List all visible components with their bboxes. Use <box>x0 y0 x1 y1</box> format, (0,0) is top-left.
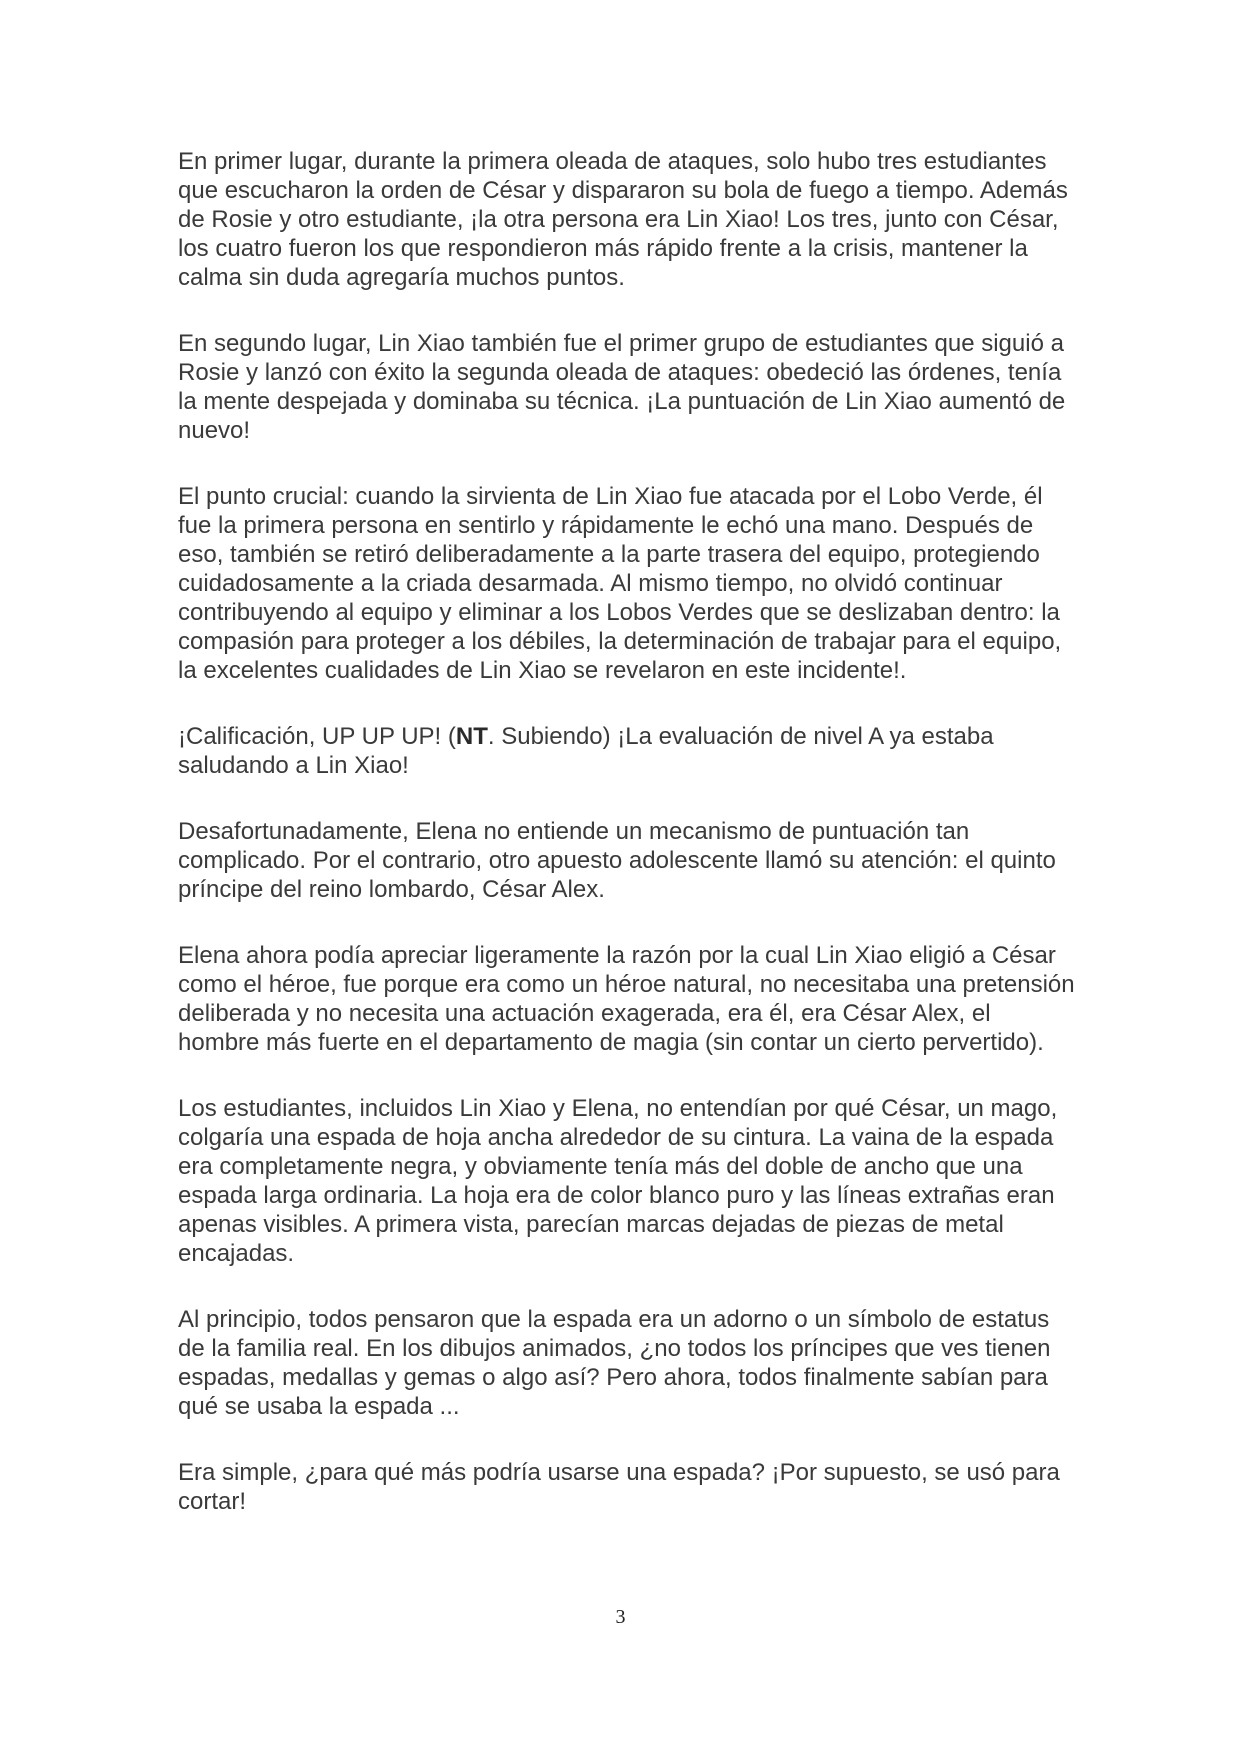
paragraph-4-text-end: . Subiendo) ¡La evaluación de nivel A ya estaba saludando a Lin Xiao! <box>178 723 994 779</box>
paragraph-5: Desafortunadamente, Elena no entiende un mecanismo de puntuación tan complicado. Por el contrario, otro apuesto adolescente llamó su atención: el quinto príncipe del reino lombardo, César Alex. <box>178 818 1056 903</box>
paragraph-2: En segundo lugar, Lin Xiao también fue el primer grupo de estudiantes que siguió a Rosie y lanzó con éxito la segunda oleada de ataques: obedeció las órdenes, tenía la mente despejada y dominaba su técnica. ¡La puntuación de Lin Xiao aumentó de nuevo! <box>178 330 1066 444</box>
translator-note-marker: NT <box>455 723 488 750</box>
paragraph-7: Los estudiantes, incluidos Lin Xiao y Elena, no entendían por qué César, un mago, colgaría una espada de hoja ancha alrededor de su cintura. La vaina de la espada era completamente negra, y obviamente tenía más del doble de ancho que una espada larga ordinaria. La hoja era de color blanco puro y las líneas extrañas eran apenas visibles. A primera vista, parecían marcas dejadas de piezas de metal encajadas. <box>178 1095 1058 1267</box>
paragraph-1: En primer lugar, durante la primera oleada de ataques, solo hubo tres estudiantes que escucharon la orden de César y dispararon su bola de fuego a tiempo. Además de Rosie y otro estudiante, ¡la otra persona era Lin Xiao! Los tres, junto con César, los cuatro fueron los que respondieron más rápido frente a la crisis, mantener la calma sin duda agregaría muchos puntos. <box>178 148 1068 291</box>
paragraph-3: El punto crucial: cuando la sirvienta de Lin Xiao fue atacada por el Lobo Verde, él fue la primera persona en sentirlo y rápidamente le echó una mano. Después de eso, también se retiró deliberadamente a la parte trasera del equipo, protegiendo cuidadosamente a la criada desarmada. Al mismo tiempo, no olvidó continuar contribuyendo al equipo y eliminar a los Lobos Verdes que se deslizaban dentro: la compasión para proteger a los débiles, la determinación de trabajar para el equipo, la excelentes cualidades de Lin Xiao se revelaron en este incidente!. <box>178 483 1062 684</box>
page-number: 3 <box>615 1606 626 1628</box>
paragraph-4 <box>178 722 1078 780</box>
paragraph-8: Al principio, todos pensaron que la espada era un adorno o un símbolo de estatus de la familia real. En los dibujos animados, ¿no todos los príncipes que ves tienen espadas, medallas y gemas o algo así? Pero ahora, todos finalmente sabían para qué se usaba la espada ... <box>178 1306 1051 1420</box>
paragraph-4-text-start: ¡Calificación, UP UP UP! ( <box>178 723 456 750</box>
paragraph-9: Era simple, ¿para qué más podría usarse una espada? ¡Por supuesto, se usó para cortar! <box>178 1459 1060 1515</box>
document-body <box>178 147 1078 1516</box>
paragraph-6: Elena ahora podía apreciar ligeramente la razón por la cual Lin Xiao eligió a César como el héroe, fue porque era como un héroe natural, no necesitaba una pretensión deliberada y no necesita una actuación exagerada, era él, era César Alex, el hombre más fuerte en el departamento de magia (sin contar un cierto pervertido). <box>178 942 1075 1056</box>
